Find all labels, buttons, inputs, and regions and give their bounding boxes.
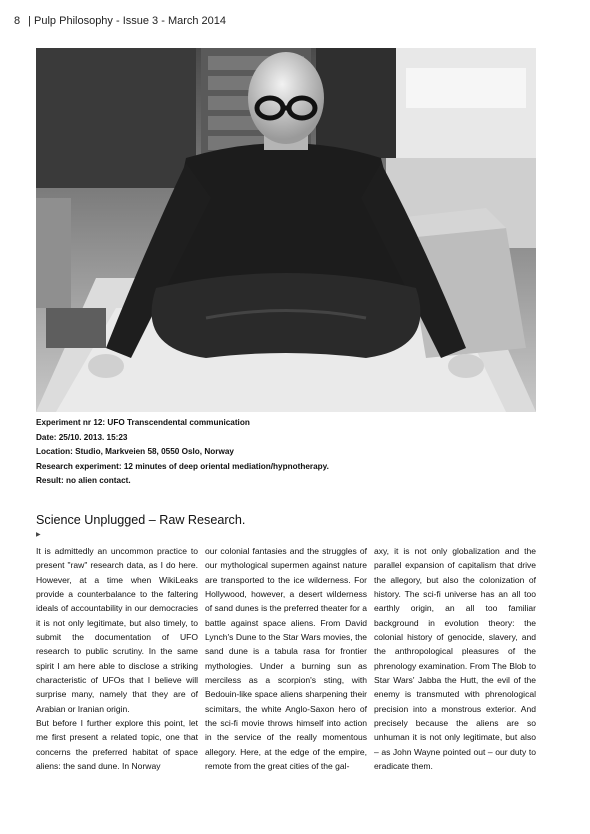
caption-date: Date: 25/10. 2013. 15:23 (36, 432, 128, 442)
article-paragraph: It is admittedly an uncommon practice to present "raw" research data, as I do here. However, at a time when WikiLeaks provide a counterbalance to the faltering ideals of accountability in our democracies it is not only legitimate, but also timely, to submit the documentation of UFO research to public scrutiny. In the same spirit I am here able to disclose a striking characteristic of UFOs that I believe will surprise many, namely that they are of Arabian or Iranian origin. (36, 546, 198, 714)
article-paragraph: But before I further explore this point, let me first present a related topic, one that concerns the preferred habitat of space aliens: the sand dune. In Norway (36, 718, 198, 772)
page-number: 8 (14, 15, 21, 27)
caption-research: Research experiment: 12 minutes of deep oriental mediation/hypnotherapy. (36, 461, 329, 471)
article-title: Science Unplugged – Raw Research. (36, 513, 246, 527)
page-header (14, 15, 226, 27)
caption-result: Result: no alien contact. (36, 476, 131, 486)
publication-title: | Pulp Philosophy - Issue 3 - March 2014 (28, 15, 227, 27)
caption-experiment: Experiment nr 12: UFO Transcendental communication (36, 418, 250, 427)
article-column-1 (36, 544, 198, 774)
article-column-3 (374, 544, 536, 774)
photo-caption (36, 416, 536, 489)
article-paragraph: our colonial fantasies and the struggles of our mythological supermen against nature are transported to the ice wilderness. For Hollywood, however, a desert wilderness of sand dunes is the preferred theater for a battle against space aliens. From David Lynch's Dune to the Star Wars movies, the sand dune is a tabula rasa for frontier mythologies. Under a burning sun as merciless as a scorpion's sting, with Bedouin-like space aliens sharpening their scimitars, the white Anglo-Saxon hero of the sci-fi movie throws himself into action in the service of the really momentous allegory. Here, at the edge of the empire, remote from the great cities of the gal- (205, 546, 368, 772)
article-marker-icon: ▶ (36, 532, 41, 538)
article-photo (36, 48, 536, 412)
article-column-2 (205, 544, 367, 774)
article-paragraph: axy, it is not only globalization and the parallel expansion of capitalism that drive the allegory, but also the colonization of history. The sci-fi universe has an all too earthly origin, an all too familiar background in evolution theory: the colonial history of genocide, slavery, and the anthropological pleasures of the phrenology examination. From The Blob to Star Wars' Jabba the Hutt, the evil of the enemy is transmuted with phrenological precision into a monstrous exterior. And precisely because the aliens are so unhuman it is not only legitimate, but also – as John Wayne pointed out – our duty to eradicate them. (374, 546, 536, 772)
caption-location: Location: Studio, Markveien 58, 0550 Oslo, Norway (36, 447, 234, 457)
